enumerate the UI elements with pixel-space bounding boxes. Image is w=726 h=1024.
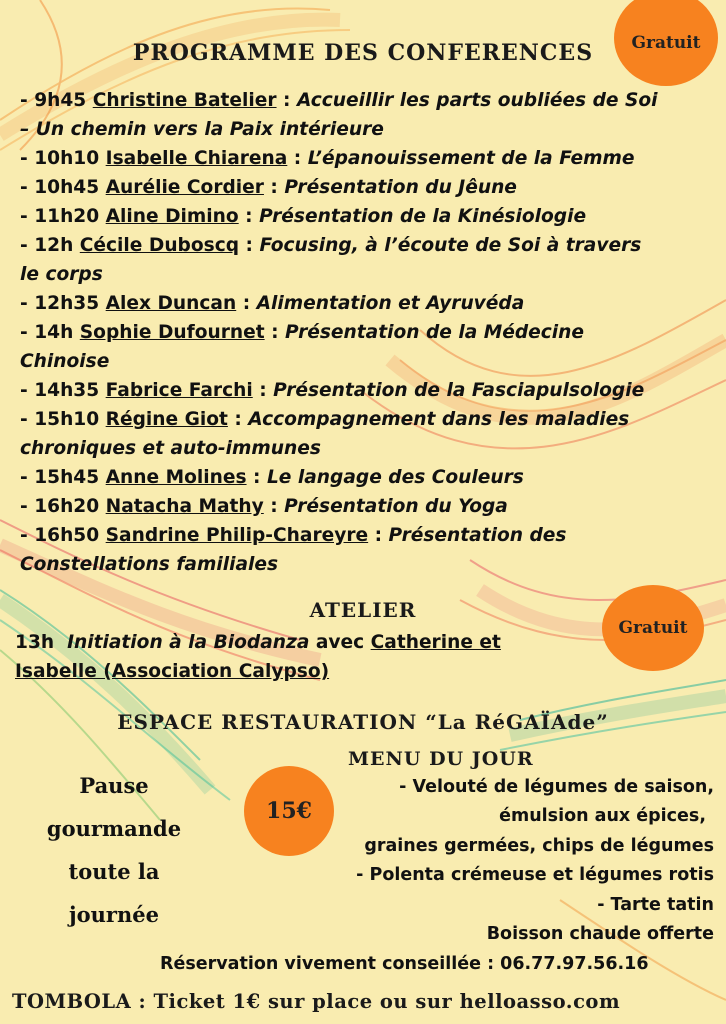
free-badge-atelier: Gratuit (602, 585, 704, 671)
speaker-name: Aline Dimino (105, 206, 239, 227)
program-line: - 9h45 Christine Batelier : Accueillir les parts oubliées de Soi (20, 90, 658, 111)
speaker-name: Natacha Mathy (105, 496, 264, 517)
program-line: - 12h Cécile Duboscq : Focusing, à l’écoute de Soi à travers (20, 235, 642, 256)
atelier-activity: Initiation à la Biodanza (67, 632, 310, 653)
speaker-name: Sandrine Philip-Chareyre (105, 525, 369, 546)
talk-title: Présentation du Jêune (284, 177, 517, 198)
speaker-name: Régine Giot (105, 409, 228, 430)
talk-title: Le langage des Couleurs (266, 467, 524, 488)
menu-item: - Tarte tatin (597, 895, 714, 915)
program-line: - 16h20 Natacha Mathy : Présentation du Yoga (20, 496, 508, 517)
atelier-title: ATELIER (309, 598, 417, 622)
atelier-details: 13h Initiation à la Biodanza avec Catherine et Isabelle (Association Calypso) (15, 628, 595, 686)
program-line: - 14h35 Fabrice Farchi : Présentation de la Fasciapulsologie (20, 380, 645, 401)
reservation-line: Réservation vivement conseillée : 06.77.97.56.16 (160, 954, 649, 974)
speaker-name: Fabrice Farchi (105, 380, 253, 401)
tombola-footer: TOMBOLA : Ticket 1€ sur place ou sur helloasso.com (12, 990, 621, 1013)
talk-title-continued: le corps (20, 264, 103, 285)
atelier-hosts-continued: Isabelle (Association Calypso) (15, 661, 330, 682)
talk-title: Présentation de la Fasciapulsologie (273, 380, 645, 401)
menu-item: - Polenta crémeuse et légumes rotis (356, 865, 714, 885)
restauration-title: ESPACE RESTAURATION “La RéGAÏAde” (117, 710, 609, 734)
program-line: - 10h45 Aurélie Cordier : Présentation du Jêune (20, 177, 517, 198)
program-line: - 12h35 Alex Duncan : Alimentation et Ayruvéda (20, 293, 525, 314)
speaker-name: Sophie Dufournet (79, 322, 265, 343)
speaker-name: Anne Molines (105, 467, 247, 488)
talk-title: Focusing, à l’écoute de Soi à travers (259, 235, 642, 256)
talk-title: Accueillir les parts oubliées de Soi (296, 90, 658, 111)
pause-gourmande: Pause gourmande toute la journée (46, 773, 182, 927)
talk-title: Alimentation et Ayruvéda (256, 293, 525, 314)
program-line: - 15h10 Régine Giot : Accompagnement dans les maladies (20, 409, 630, 430)
talk-title: Présentation du Yoga (284, 496, 508, 517)
speaker-name: Christine Batelier (92, 90, 277, 111)
program-line: - 16h50 Sandrine Philip-Chareyre : Présentation des (20, 525, 567, 546)
program-line: - 15h45 Anne Molines : Le langage des Couleurs (20, 467, 524, 488)
talk-title: Présentation de la Kinésiologie (259, 206, 587, 227)
menu-item: émulsion aux épices, (499, 806, 706, 826)
menu-item: Boisson chaude offerte (486, 924, 714, 944)
atelier-hosts: Catherine et (370, 632, 501, 653)
menu-title: MENU DU JOUR (348, 748, 534, 770)
speaker-name: Alex Duncan (105, 293, 237, 314)
program-line: - 10h10 Isabelle Chiarena : L’épanouissement de la Femme (20, 148, 635, 169)
talk-title-continued: chroniques et auto-immunes (20, 438, 321, 459)
talk-title-continued: – Un chemin vers la Paix intérieure (20, 119, 384, 140)
talk-title: Présentation des (388, 525, 567, 546)
program-list (20, 86, 720, 579)
program-title: PROGRAMME DES CONFERENCES (132, 40, 594, 66)
talk-title: Accompagnement dans les maladies (248, 409, 630, 430)
speaker-name: Isabelle Chiarena (105, 148, 288, 169)
talk-title-continued: Chinoise (20, 351, 110, 372)
program-line: - 11h20 Aline Dimino : Présentation de la Kinésiologie (20, 206, 587, 227)
menu-item: - Velouté de légumes de saison, (399, 777, 714, 797)
speaker-name: Cécile Duboscq (79, 235, 240, 256)
program-line: - 14h Sophie Dufournet : Présentation de la Médecine (20, 322, 585, 343)
free-badge-top: Gratuit (614, 0, 718, 86)
menu-item: graines germées, chips de légumes (364, 836, 714, 856)
talk-title: Présentation de la Médecine (285, 322, 585, 343)
talk-title-continued: Constellations familiales (20, 554, 279, 575)
talk-title: L’épanouissement de la Femme (307, 148, 635, 169)
price-badge: 15€ (244, 766, 334, 856)
speaker-name: Aurélie Cordier (105, 177, 264, 198)
